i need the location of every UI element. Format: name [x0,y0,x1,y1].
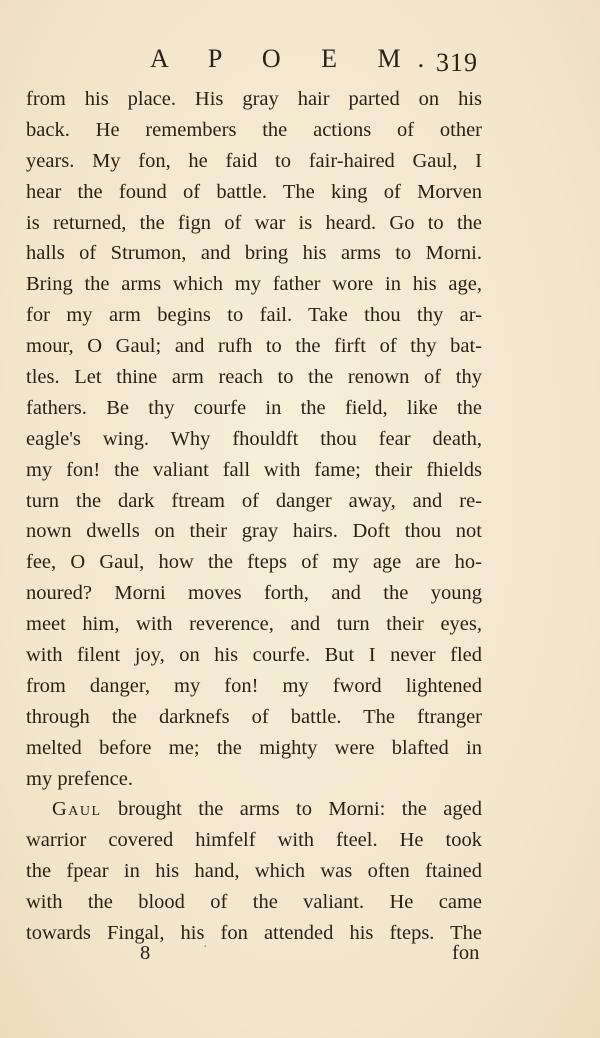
text-line: my fon! the valiant fall with fame; their fhields [26,458,482,481]
text-line: fathers. Be thy courfe in the field, like the [26,396,482,419]
text-line: melted before me; the mighty were blafted in [26,736,482,759]
page-number: 319 [436,48,478,77]
text-line: with the blood of the valiant. He came [26,891,482,914]
text-line: my prefence. [26,767,133,790]
text-line: is returned, the fign of war is heard. Go to the [26,211,482,234]
text-line: with filent joy, on his courfe. But I never fled [26,644,482,667]
text-line: for my arm begins to fail. Take thou thy ar- [26,304,482,327]
paragraph-lead-word: Gaul [52,798,102,821]
text-line: fee, O Gaul, how the fteps of my age are ho- [26,551,482,574]
signature-mark: 8 [140,942,151,964]
text-line: years. My fon, he faid to fair-haired Gaul, I [26,149,482,172]
text-line: warrior covered himfelf with fteel. He took [26,829,482,852]
text-line: from his place. His gray hair parted on his [26,88,482,110]
text-line: hear the found of battle. The king of Morven [26,180,482,203]
text-line: from danger, my fon! my fword lightened [26,674,482,697]
text-line: towards Fingal, his fon attended his fteps. The [26,922,482,945]
text-line: the fpear in his hand, which was often ftained [26,860,482,883]
text-line: halls of Strumon, and bring his arms to Morni. [26,242,482,265]
body-text [26,84,482,949]
paragraph-first-line-text: brought the arms to Morni: the aged [118,798,482,821]
running-head [0,44,600,84]
ink-dot: · [203,940,208,955]
catchword: fon [452,942,480,964]
running-title: A P O E M. [150,44,442,73]
text-line: meet him, with reverence, and turn their eyes, [26,613,482,636]
text-line: noured? Morni moves forth, and the young [26,582,482,605]
paragraph-first-line [26,794,482,825]
text-line: back. He remembers the actions of other [26,118,482,141]
page-footer [0,942,600,974]
text-line: eagle's wing. Why fhouldft thou fear death, [26,427,482,450]
text-line: Bring the arms which my father wore in his age, [26,273,482,296]
text-line: nown dwells on their gray hairs. Doft thou not [26,520,482,543]
text-line: through the darknefs of battle. The ftranger [26,705,482,728]
text-line: turn the dark ftream of danger away, and re- [26,489,482,512]
text-line: tles. Let thine arm reach to the renown of thy [26,366,482,389]
text-line: mour, O Gaul; and rufh to the firft of thy bat- [26,335,482,358]
